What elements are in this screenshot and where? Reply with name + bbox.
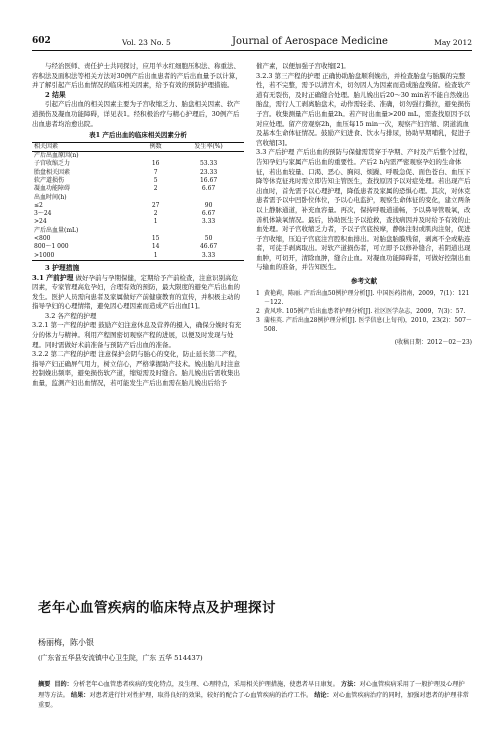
abstract-conclusion: 对心血管疾病治疗的同时，加强对患者的护理非常重要。	[38, 691, 469, 709]
table-cell: 1	[138, 252, 173, 261]
table-cell	[173, 194, 244, 202]
reference-number: 2	[256, 307, 260, 315]
paragraph-text: 做好孕前与孕期保健，定期给予产前检查，注意识别高危因素，专家管理高危孕妇，合理有效的预防，最大限度的避免产后出血的发生。医护人员需向患者及家属做好产前健康教育的宣传，并积极主动的指导孕妇的心理情绪，避免因心理因素而造成产后出血[1]。	[32, 273, 240, 311]
paragraph-text: 正确协助胎盘顺利娩出，并检查胎盘与胎膜的完整性，若不完整，需予以清宫术，切勿因人为因素而造成胎盘残留。检查软产道有无裂伤，及时正确缝合处理。胎儿娩出后20～30 min若不能自然娩出胎盘，需行人工剥离胎盘术，动作需轻柔、准确，切勿强行撕拉，避免损伤子宫。收集测量产后出血量2h。若产时出血量>200 mL，需查找原因予以对应处理。留产房观察2h，血压每15 min一次，观察产妇宫缩、阴道流血及基本生命体征情况。鼓励产妇进食、饮水与排尿，协助早期哺乳，促进子宫收缩[3]。	[256, 71, 471, 147]
abstract-label: 摘要	[38, 681, 51, 688]
running-header	[32, 34, 472, 51]
table-cell: 16	[151, 160, 160, 168]
table-cell: 50	[204, 235, 213, 243]
table-cell: ≤2	[34, 201, 43, 209]
paragraph	[256, 72, 472, 149]
reference-number: 1	[256, 289, 260, 297]
paragraph	[32, 350, 244, 388]
journal-name: Journal of Aerospace Medicine	[232, 36, 388, 47]
table-header: 例数	[138, 142, 173, 151]
table-cell: 2	[153, 185, 158, 193]
table-row	[32, 218, 244, 226]
table-row	[32, 235, 244, 243]
table-header: 相关因素	[32, 142, 138, 151]
abstract-result: 对患者进行针对性护理，取得良好的效果，较好的配合了心血管疾病的治疗工作。	[89, 691, 313, 699]
table-cell: 6.67	[201, 210, 216, 218]
abstract-method-label: 方法：	[340, 681, 360, 688]
table-cell: 90	[204, 201, 213, 209]
table-cell: 胎盘相关因素	[34, 168, 71, 176]
table-cell	[138, 152, 173, 161]
page-number: 602	[32, 36, 51, 46]
article-title: 老年心血管疾病的临床特点及护理探讨	[38, 600, 276, 616]
subsection-heading: 3.2 各产程的护理	[45, 311, 97, 320]
subsection-heading: 3.3 产后护理	[256, 148, 295, 157]
table-cell	[138, 194, 173, 202]
table-cell: 46.67	[199, 243, 218, 251]
table-cell: 14	[151, 243, 160, 251]
factors-table	[32, 142, 244, 261]
reference-text: 蒲桂英. 产后出血28例护理分析[J]. 医学信息(上旬刊)，2010，23(2)：507－508.	[264, 316, 472, 333]
paragraph-text: 鼓励产妇注意休息及营养的摄入，确保分娩时有充分的体力与精神。利用产程图密切观察产程的进展，以便及时发现与处理。同时需做好术前准备与预防产后出血的准备。	[32, 321, 242, 349]
table-row	[32, 227, 244, 235]
table-cell: 出血时间(h)	[34, 193, 67, 201]
references-heading: 参考文献	[351, 277, 377, 286]
table-row	[32, 185, 244, 193]
table-row	[32, 210, 244, 218]
table-row	[32, 243, 244, 251]
abstract-method: 对心血管疾病采用了一般护理及心理护理等方法。	[38, 681, 465, 699]
subsection-heading: 3.2.1 第一产程的护理	[32, 321, 97, 330]
paragraph: 与经治医师、责任护士共同探讨，应用羊水红细胞压积法、称重法、容积法及面积法等相关方法对30例产后出血患者的产后出血量予以计算，并了解引起产后出血情况的临床相关因素，给予有效的预防护理措施。	[32, 62, 242, 90]
table-row	[32, 252, 244, 261]
paragraph: 催产素，以便加强子宫收缩[2]。	[256, 62, 350, 70]
volume-issue: Vol. 23 No. 5	[122, 38, 171, 47]
table-cell: 7	[153, 168, 158, 176]
reference-item	[256, 289, 472, 307]
table-cell: 5	[153, 176, 158, 184]
table-cell: 3～24	[34, 210, 52, 218]
table-cell: 3.33	[201, 218, 216, 226]
reference-text: 黄艳莉，陈丽. 产后出血50例护理分析[J]. 中国医药指南，2009，7(1)：121－122.	[264, 289, 470, 306]
subsection-heading: 3.2.2 第二产程的护理	[32, 350, 97, 359]
table-cell: 凝血功能障碍	[34, 185, 71, 193]
table-cell	[173, 152, 244, 161]
paragraph: 引起产后出血的相关因素主要为子宫收缩乏力、胎盘相关因素、软产道损伤及凝血功能障碍，详见表1。经积极治疗与精心护理后，30例产后出血患者均治愈出院。	[32, 100, 240, 128]
table-cell: 子宫收缩乏力	[34, 160, 71, 168]
reference-item	[256, 316, 472, 334]
reference-item	[256, 307, 472, 316]
table-cell: >24	[34, 218, 47, 226]
table-cell: 53.33	[199, 160, 218, 168]
table-cell: 软产道损伤	[34, 176, 65, 184]
table-cell: 1	[153, 218, 158, 226]
paragraph	[32, 321, 244, 350]
reference-text: 黄风珍. 105例产后出血患者护理分析[J]. 社区医学杂志，2009，7(3)：57.	[264, 307, 466, 315]
article-authors: 杨丽梅，陈小银	[38, 638, 94, 647]
issue-date: May 2012	[434, 38, 472, 47]
received-date: (收稿日期：2012－02－23)	[394, 338, 472, 346]
subsection-heading: 3.1 产前护理	[32, 273, 74, 282]
paragraph-text: 注意保护会阴与胎心的变化，防止延长第二产程，指导产妇正确屏气用力，树立信心，严格掌握助产技术。娩出胎儿时注意控制娩出频率，避免损伤软产道，缩短需及时缝合。胎儿娩出后需收集出血量，监测产妇出血情况，若可能发生产后出血需在胎儿娩出后给予	[32, 350, 242, 388]
article-affiliation: (广东省五华县安流镇中心卫生院，广东 五华 514437)	[38, 654, 203, 662]
table-header-row	[32, 142, 244, 151]
table-cell: >1000	[32, 252, 138, 261]
table-cell: 27	[151, 201, 160, 209]
abstract-conclusion-label: 结论：	[314, 691, 333, 699]
table-cell: 16.67	[199, 176, 218, 184]
section-heading-results: 2 结果	[45, 90, 66, 99]
table-cell: 15	[151, 235, 160, 243]
table-row	[32, 177, 244, 185]
reference-list	[256, 289, 472, 334]
section-heading-nursing: 3 护理措施	[45, 263, 80, 272]
abstract	[38, 680, 470, 712]
paragraph	[32, 274, 244, 312]
table-cell: 2	[153, 210, 158, 218]
paragraph-text: 产后出血的预防与保健需贯穿于孕期、产时及产后整个过程，告知孕妇与家属产后出血的重要性。产后2 h内需严密观察孕妇的生命体征，若出血较量、口渴、恶心、胸闷、烦躁、呼吸急促、面色苍白、血压下降等休克征兆时需立即告知主管医生，查找原因予以对症处理。若出现产后出血时，首先需予以心理护理，降低患者及家属的恐惧心理。其次，对休克患者需予以中凹卧位体位，予以心电监护，观察生命体征的变化，建立两条以上静脉通道，补充血容量。再次，保持呼吸道通畅，予以鼻导管吸氧，改善机体缺氧情况。最后，协助医生予以抢救，查找病因并及时给予有效的止血处理。对子宫收缩乏力者，予以子宫底按摩，静脉注射或肌肉注射，促进子宫收缩，压迫子宫底注宫腔积血排出。对胎盘胎膜残留，剥离不全或粘连者，可徒手剥离取出。对软产道损伤者，可立即予以修补缝合，若阴道出现血肿，可切开，清除血肿，缝合止血。对凝血功能障碍者，可做好控制出血与输血的准备，并告知医生。	[256, 148, 472, 272]
table-row	[32, 169, 244, 177]
table-header: 发生率(%)	[173, 142, 244, 151]
table-cell: 6.67	[201, 185, 216, 193]
reference-number: 3	[256, 316, 260, 324]
left-column	[32, 62, 244, 389]
table-cell: 3.33	[173, 252, 244, 261]
table-cell: 23.33	[199, 168, 218, 176]
table-cell: 产后出血量(mL)	[34, 226, 79, 234]
abstract-result-label: 结果：	[70, 691, 90, 699]
table-cell: 800～1 000	[34, 243, 69, 251]
table-cell	[138, 227, 173, 235]
abstract-objective-label: 目的：	[54, 681, 73, 688]
table-row	[32, 194, 244, 202]
table-cell	[173, 227, 244, 235]
table-row	[32, 202, 244, 210]
right-column	[256, 62, 472, 347]
table-caption: 表1 产后出血的临床相关因素分析	[89, 131, 187, 140]
paragraph	[256, 148, 472, 273]
abstract-objective: 分析老年心血管患者疾病的变化特点，及生理、心理特点，采用相关护理措施，使患者早日康复。	[72, 681, 339, 688]
table-cell: <800	[34, 235, 51, 243]
subsection-heading: 3.2.3 第三产程的护理	[256, 71, 321, 80]
table-cell: 产后出血原因(n)	[34, 152, 79, 160]
table-row	[32, 160, 244, 168]
